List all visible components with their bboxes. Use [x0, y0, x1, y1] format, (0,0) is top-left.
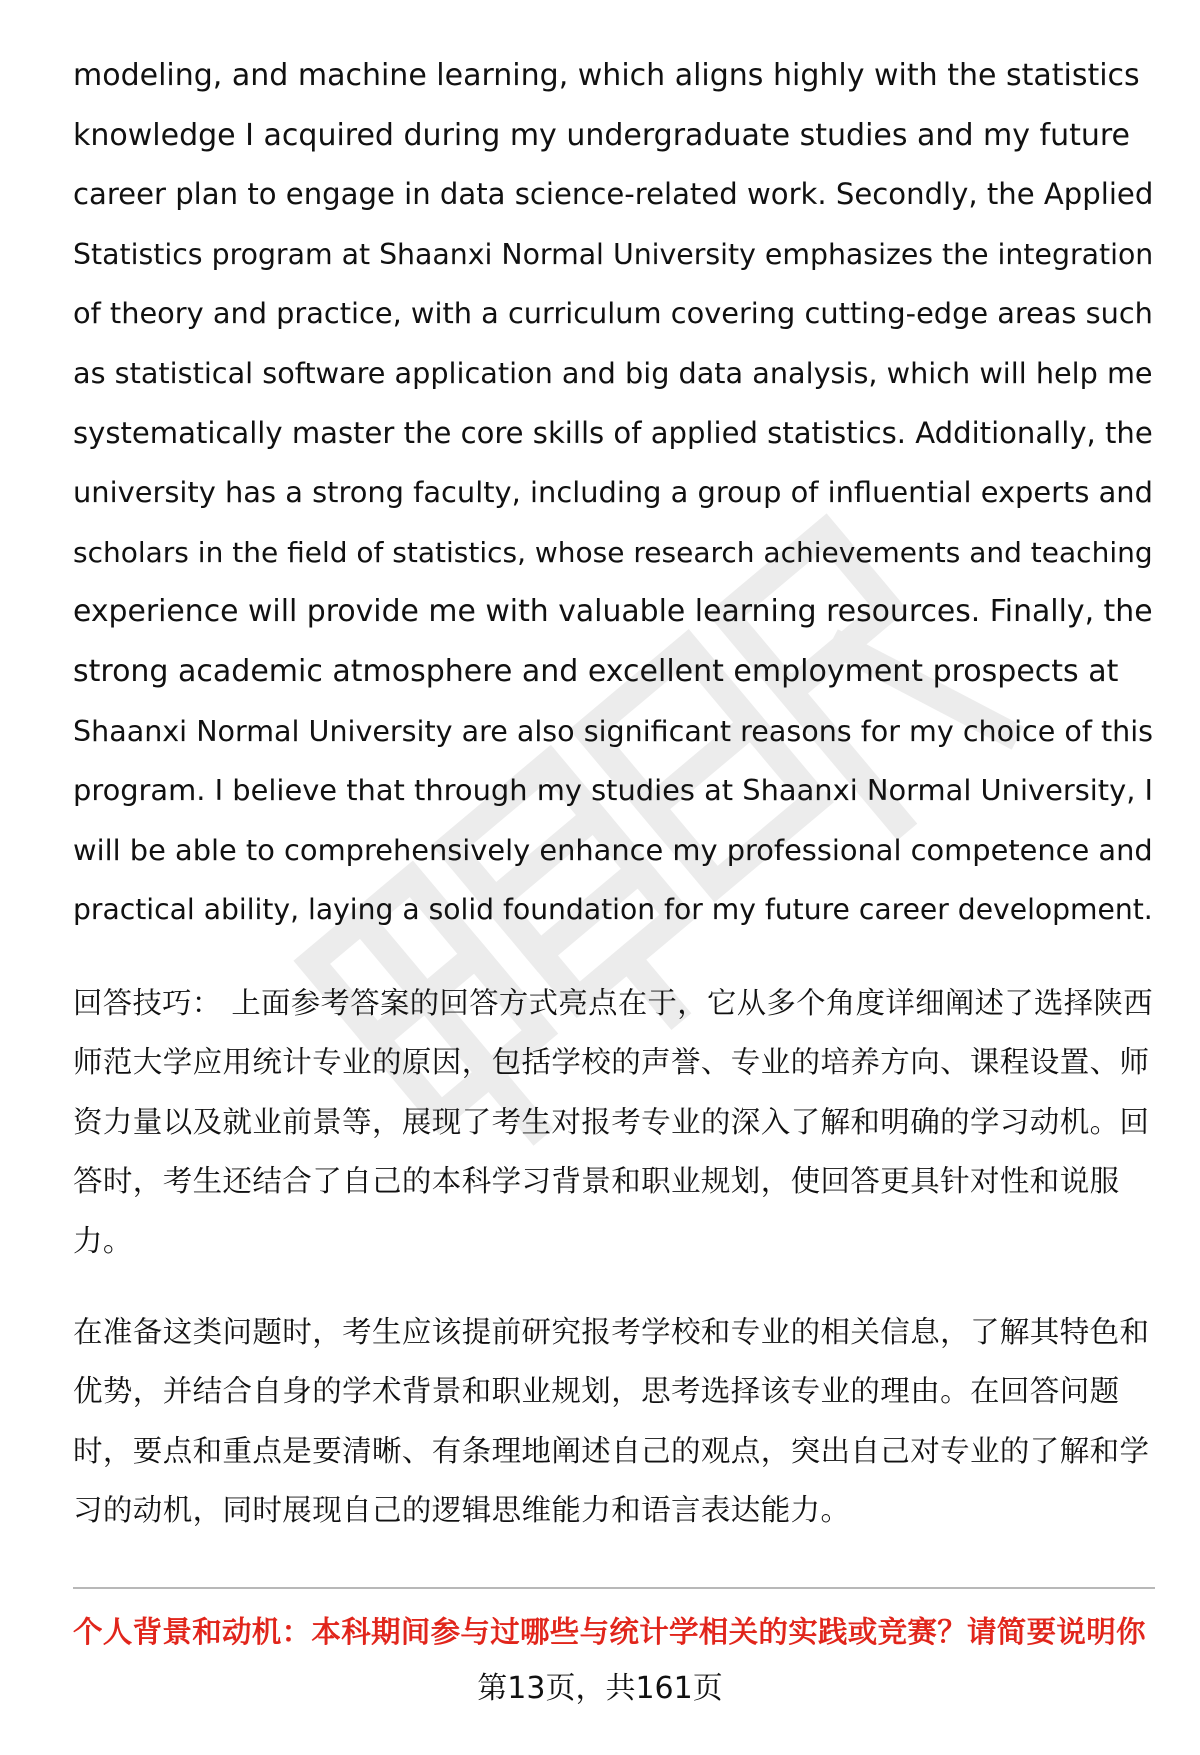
answer-line: practical ability, laying a solid foundation for my future career development.	[73, 893, 1153, 927]
tips-line: 资力量以及就业前景等，展现了考生对报考专业的深入了解和明确的学习动机。回	[73, 1104, 1150, 1139]
answer-line: experience will provide me with valuable learning resources. Finally, the	[73, 594, 1153, 630]
answer-line: of theory and practice, with a curriculum covering cutting-edge areas such	[73, 296, 1153, 331]
tips-line: 力。	[73, 1223, 133, 1258]
answer-line: program. I believe that through my studies at Shaanxi Normal University, I	[73, 773, 1154, 808]
answer-line: strong academic atmosphere and excellent employment prospects at	[73, 653, 1119, 689]
preparation-line: 在准备这类问题时，考生应该提前研究报考学校和专业的相关信息，了解其特色和	[73, 1315, 1150, 1349]
preparation-paragraph	[73, 1303, 1153, 1541]
answer-line: Shaanxi Normal University are also significant reasons for my choice of this	[73, 713, 1154, 748]
preparation-line: 优势，并结合自身的学术背景和职业规划，思考选择该专业的理由。在回答问题	[73, 1374, 1120, 1409]
answer-line: as statistical software application and big data analysis, which will help me	[73, 355, 1153, 390]
answer-paragraph	[73, 46, 1153, 940]
answer-line: career plan to engage in data science-related work. Secondly, the Applied	[73, 177, 1154, 212]
next-question-heading: 个人背景和动机：本科期间参与过哪些与统计学相关的实践或竞赛？请简要说明你	[73, 1615, 1146, 1649]
answer-line: systematically master the core skills of applied statistics. Additionally, the	[73, 415, 1153, 450]
section-divider	[73, 1587, 1155, 1589]
tips-line: 回答技巧： 上面参考答案的回答方式亮点在于，它从多个角度详细阐述了选择陕西	[73, 986, 1153, 1020]
answer-line: modeling, and machine learning, which aligns highly with the statistics	[73, 58, 1140, 93]
answer-line: university has a strong faculty, including a group of influential experts and	[73, 475, 1153, 510]
answer-line: Statistics program at Shaanxi Normal University emphasizes the integration	[73, 237, 1154, 271]
tips-line: 师范大学应用统计专业的原因，包括学校的声誉、专业的培养方向、课程设置、师	[73, 1045, 1150, 1080]
answer-line: will be able to comprehensively enhance my professional competence and	[73, 832, 1153, 867]
page-content	[73, 46, 1154, 1528]
answer-line: knowledge I acquired during my undergraduate studies and my future	[73, 117, 1131, 153]
tips-line: 答时，考生还结合了自己的本科学习背景和职业规划，使回答更具针对性和说服	[73, 1164, 1120, 1199]
page-number: 第13页，共161页	[477, 1671, 723, 1706]
preparation-line: 习的动机，同时展现自己的逻辑思维能力和语言表达能力。	[73, 1493, 851, 1528]
preparation-line: 时，要点和重点是要清晰、有条理地阐述自己的观点，突出自己对专业的了解和学	[73, 1433, 1150, 1468]
answer-tips-paragraph	[73, 974, 1153, 1271]
answer-line: scholars in the field of statistics, whose research achievements and teaching	[73, 535, 1153, 569]
